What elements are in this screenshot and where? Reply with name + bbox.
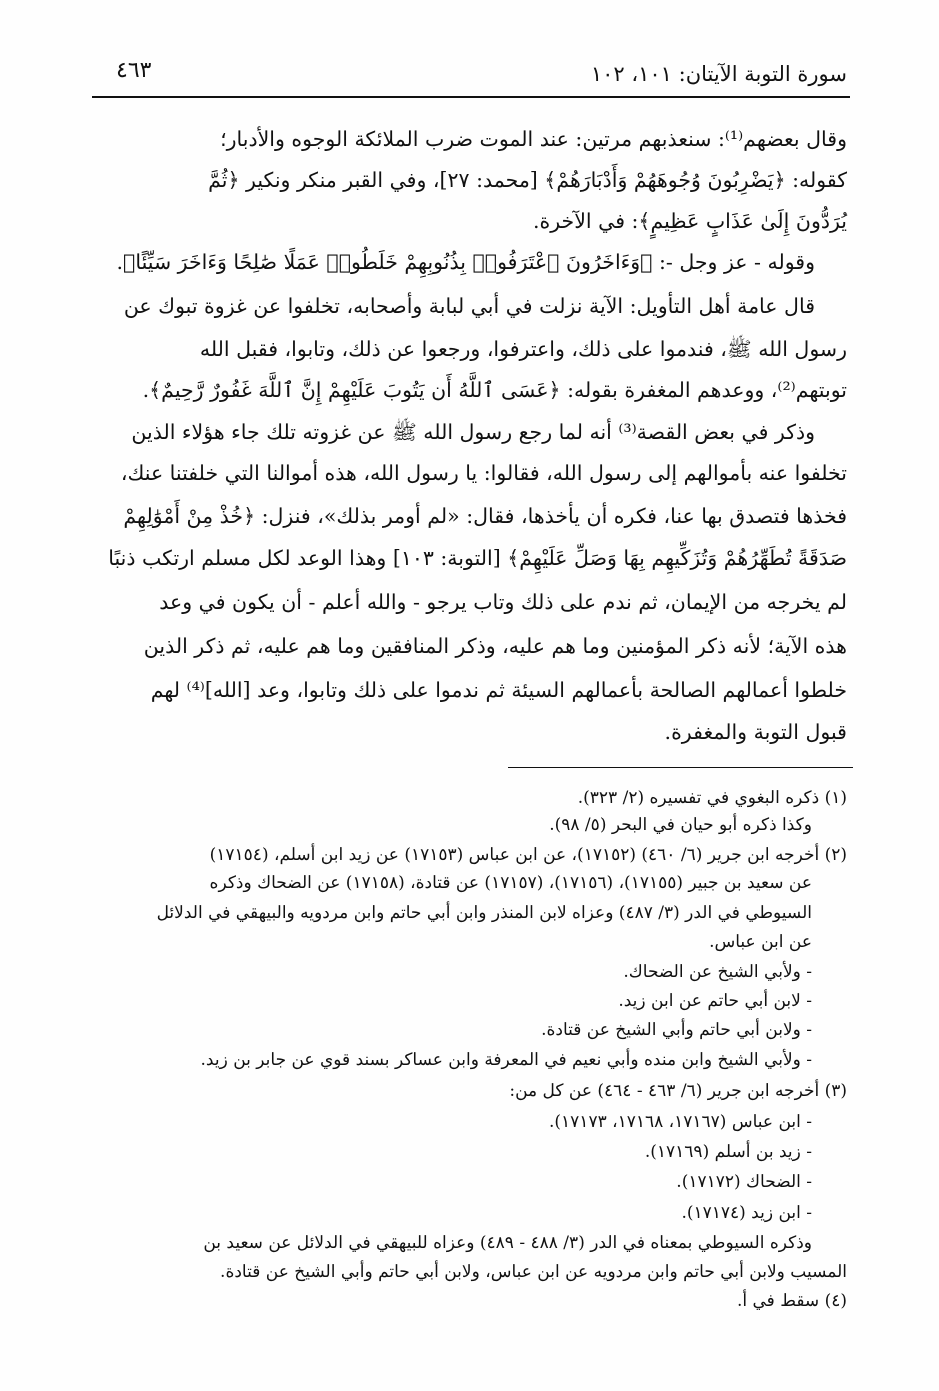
body-line: فخذها فتصدق بها عنا، فكره أن يأخذها، فقال: «لم أومر بذلك»، فنزل: ﴿خُذْ مِنْ أَمْوَٰلِهِمْ	[123, 504, 847, 528]
body-line: وقوله - عز وجل -: ﴿وَءَاخَرُونَ ٱعْتَرَفُوا۟ بِذُنُوبِهِمْ خَلَطُوا۟ عَمَلًا صَٰلِحًا وَءَاخَرَ سَيِّئًا﴾.	[116, 250, 815, 274]
footnote-line: المسيب ولابن أبي حاتم وابن مردويه عن ابن عباس، ولابن أبي حاتم وأبي الشيخ عن قتادة.	[220, 1262, 847, 1282]
footnote-line: (٢) أخرجه ابن جرير (٦/ ٤٦٠) (١٧١٥٢)، عن ابن عباس (١٧١٥٣) عن زيد ابن أسلم، (١٧١٥٤)	[209, 845, 847, 865]
footnote-line: - ابن عباس (١٧١٦٧، ١٧١٦٨، ١٧١٧٣).	[549, 1112, 812, 1132]
body-line: توبتهم⁽²⁾، ووعدهم المغفرة بقوله: ﴿عَسَى ٱللَّهُ أَن يَتُوبَ عَلَيْهِمْ إِنَّ ٱللَّهَ غَفُورٌ رَّحِيمٌ﴾.	[142, 378, 847, 402]
footnote-line: - زيد بن أسلم (١٧١٦٩).	[644, 1142, 812, 1162]
header-rule	[92, 96, 850, 98]
footnote-line: (٣) أخرجه ابن جرير (٦/ ٤٦٣ - ٤٦٤) عن كل من:	[509, 1081, 847, 1101]
body-line: صَدَقَةً تُطَهِّرُهُمْ وَتُزَكِّيهِم بِهَا وَصَلِّ عَلَيْهِمْ﴾ [التوبة: ١٠٣] وهذا الوعد لكل مسلم ارتكب ذنبًا	[108, 546, 847, 570]
footnote-line: وذكره السيوطي بمعناه في الدر (٣/ ٤٨٨ - ٤٨٩) وعزاه للبيهقي في الدلائل عن سعيد بن	[203, 1233, 812, 1253]
running-header-title: سورة التوبة الآيتان: ١٠١، ١٠٢	[590, 62, 847, 86]
body-line: قال عامة أهل التأويل: الآية نزلت في أبي لبابة وأصحابه، تخلفوا عن غزوة تبوك عن	[123, 294, 815, 318]
body-line: رسول الله ﷺ، فندموا على ذلك، واعترفوا، ورجعوا عن ذلك، وتابوا، فقبل الله	[199, 337, 847, 361]
footnote-line: عن سعيد بن جبير (١٧١٥٥)، (١٧١٥٦)، (١٧١٥٧) عن قتادة، (١٧١٥٨) عن الضحاك وذكره	[209, 873, 812, 893]
footnote-line: - ابن زيد (١٧١٧٤).	[681, 1203, 812, 1223]
footnote-line: (٤) سقط في أ.	[736, 1291, 847, 1311]
body-line: يُرَدُّونَ إِلَىٰ عَذَابٍ عَظِيمٍ﴾: في الآخرة.	[532, 209, 847, 233]
body-line: وذكر في بعض القصة⁽³⁾ أنه لما رجع رسول الله ﷺ عن غزوته تلك جاء هؤلاء الذين	[131, 420, 815, 444]
footnote-line: - ولأبي الشيخ عن الضحاك.	[623, 962, 812, 982]
body-line: كقوله: ﴿يَضْرِبُونَ وُجُوهَهُمْ وَأَدْبَارَهُمْ﴾ [محمد: ٢٧]، وفي القبر منكر ونكير ﴿ثُمَّ	[208, 168, 847, 192]
body-line: تخلفوا عنه بأموالهم إلى رسول الله، فقالوا: يا رسول الله، هذه أموالنا التي خلفتنا عنك،	[120, 461, 847, 485]
body-line: خلطوا أعمالهم الصالحة بأعمالهم السيئة ثم ندموا على ذلك وتابوا، وعد [الله]⁽⁴⁾ لهم	[150, 678, 847, 702]
footnote-line: - ولابن أبي حاتم وأبي الشيخ عن قتادة.	[541, 1020, 812, 1040]
footnote-line: - ولأبي الشيخ وابن منده وأبي نعيم في المعرفة وابن عساكر بسند قوي عن جابر بن زيد.	[200, 1050, 812, 1070]
body-line: لم يخرجه من الإيمان، ثم ندم على ذلك وتاب يرجو - والله أعلم - أن يكون في وعد	[159, 590, 847, 614]
footnote-line: (١) ذكره البغوي في تفسيره (٢/ ٣٢٣).	[577, 788, 847, 808]
body-line: هذه الآية؛ لأنه ذكر المؤمنين وما هم عليه، وذكر المنافقين وما هم عليه، ثم ذكر الذين	[143, 634, 847, 658]
footnote-line: السيوطي في الدر (٣/ ٤٨٧) وعزاه لابن المنذر وابن أبي حاتم وابن مردويه والبيهقي في الدلائل	[156, 903, 812, 923]
page-number: ٤٦٣	[116, 58, 152, 83]
footnote-line: - لابن أبي حاتم عن ابن زيد.	[618, 991, 812, 1011]
footnote-line: - الضحاك (١٧١٧٢).	[676, 1172, 812, 1192]
footnote-separator	[508, 767, 853, 768]
body-line: وقال بعضهم⁽¹⁾: سنعذبهم مرتين: عند الموت ضرب الملائكة الوجوه والأدبار؛	[220, 127, 847, 151]
footnote-line: عن ابن عباس.	[709, 932, 812, 952]
body-line: قبول التوبة والمغفرة.	[664, 720, 847, 744]
footnote-line: وكذا ذكره أبو حيان في البحر (٥/ ٩٨).	[549, 815, 812, 835]
